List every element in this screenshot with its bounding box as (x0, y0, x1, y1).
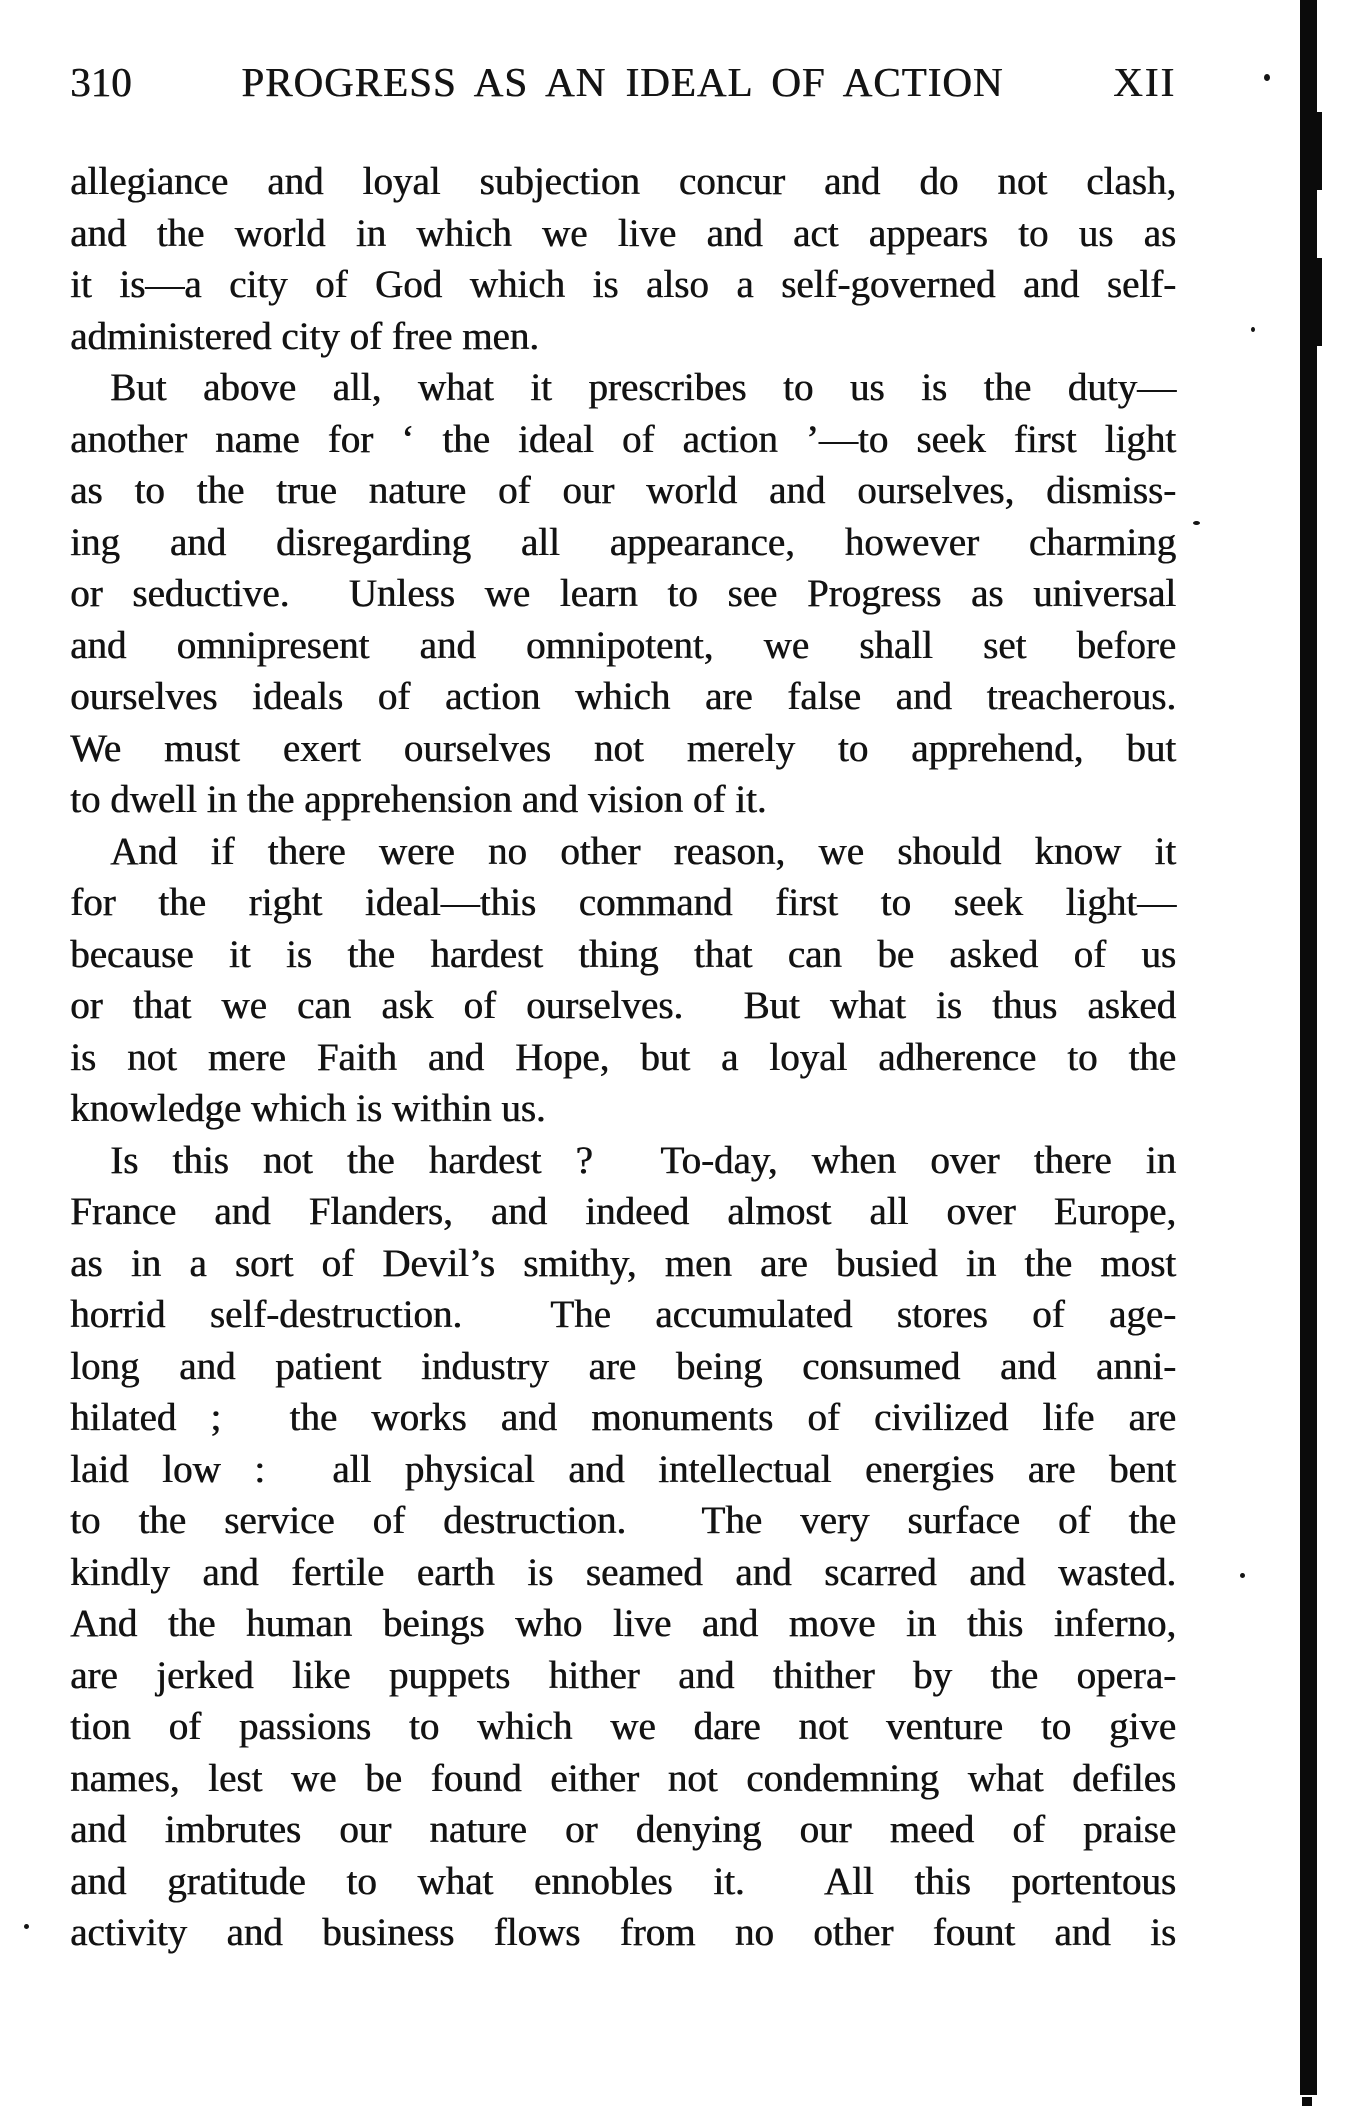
text-line: And the human beings who live and move in this inferno, (70, 1602, 1176, 1645)
text-line: knowledge which is within us. (70, 1087, 546, 1130)
text-line: it is—a city of God which is also a self-governed and self- (70, 263, 1176, 306)
text-line: administered city of free men. (70, 314, 539, 358)
text-line: allegiance and loyal subjection concur and do not clash, (70, 160, 1176, 203)
text-line: and imbrutes our nature or denying our meed of praise (70, 1808, 1176, 1851)
text-line: names, lest we be found either not condemning what defiles (70, 1756, 1176, 1800)
text-line: ourselves ideals of action which are false and treacherous. (70, 675, 1176, 718)
text-line: and the world in which we live and act appears to us as (70, 211, 1176, 255)
scan-speck (1251, 327, 1255, 332)
text-line: as in a sort of Devil’s smithy, men are busied in the most (70, 1241, 1176, 1285)
text-line: We must exert ourselves not merely to apprehend, but (70, 726, 1176, 770)
text-line: are jerked like puppets hither and thither by the opera- (70, 1653, 1176, 1697)
text-line: or that we can ask of ourselves. But what is thus asked (70, 984, 1176, 1027)
text-line: horrid self-destruction. The accumulated stores of age- (70, 1293, 1176, 1336)
running-title: PROGRESS AS AN IDEAL OF ACTION (241, 59, 1004, 105)
text-line: or seductive. Unless we learn to see Progress as universal (70, 572, 1176, 615)
gutter-bar-nub (1302, 2097, 1312, 2106)
text-line: Is this not the hardest ? To-day, when over there in (110, 1138, 1176, 1182)
chapter-numeral: XII (1113, 59, 1176, 105)
page-number: 310 (70, 59, 132, 105)
text-line: another name for ‘ the ideal of action ’—to seek first light (70, 417, 1176, 461)
text-line: kindly and fertile earth is seamed and scarred and wasted. (70, 1550, 1176, 1594)
running-header (70, 58, 1176, 106)
text-line: for the right ideal—this command first to seek light— (70, 881, 1176, 924)
scan-speck (1240, 1573, 1245, 1578)
text-line: as to the true nature of our world and ourselves, dismiss- (70, 469, 1176, 512)
text-line: hilated ; the works and monuments of civilized life are (70, 1396, 1176, 1439)
gutter-bar-bump (1315, 112, 1322, 190)
text-line: to dwell in the apprehension and vision of it. (70, 778, 767, 821)
text-line: tion of passions to which we dare not venture to give (70, 1705, 1176, 1748)
text-line: laid low : all physical and intellectual energies are bent (70, 1447, 1176, 1491)
text-line: activity and business flows from no other fount and is (70, 1911, 1176, 1954)
text-line: is not mere Faith and Hope, but a loyal adherence to the (70, 1035, 1176, 1079)
text-line: because it is the hardest thing that can be asked of us (70, 932, 1176, 976)
text-line: long and patient industry are being consumed and anni- (70, 1344, 1176, 1388)
gutter-bar-bump (1315, 258, 1322, 346)
scan-speck (1193, 521, 1200, 525)
text-line: ing and disregarding all appearance, however charming (70, 520, 1176, 564)
scan-speck (24, 1924, 29, 1929)
text-line: and omnipresent and omnipotent, we shall set before (70, 623, 1176, 667)
text-line: France and Flanders, and indeed almost all over Europe, (70, 1190, 1176, 1233)
text-lines (70, 156, 1176, 1959)
scan-speck (1264, 74, 1270, 81)
text-line: to the service of destruction. The very surface of the (70, 1499, 1176, 1542)
text-line: And if there were no other reason, we should know it (110, 829, 1176, 873)
text-line: But above all, what it prescribes to us is the duty— (110, 366, 1176, 409)
text-line: and gratitude to what ennobles it. All this portentous (70, 1859, 1176, 1903)
